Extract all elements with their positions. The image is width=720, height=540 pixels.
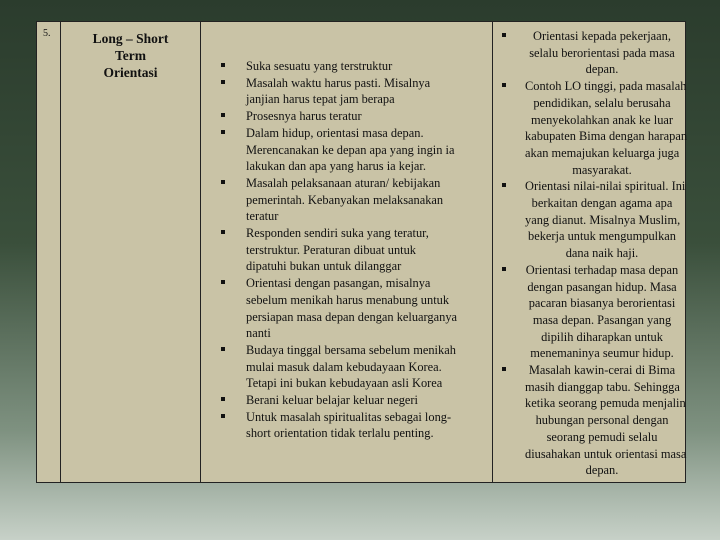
bullet-item	[493, 178, 685, 262]
bullet-item	[201, 75, 493, 108]
bullet-text-line: persiapan masa depan dengan keluarganya	[246, 309, 458, 324]
bullet-text-line: Orientasi dengan pasangan, misalnya	[246, 276, 431, 291]
bullet-text-line: pendidikan, selalu berusaha	[533, 95, 671, 110]
bullet-text-line: bekerja untuk mengumpulkan	[528, 229, 676, 244]
bullet-item	[201, 342, 493, 392]
square-bullet-icon	[221, 113, 225, 117]
bullet-item	[201, 409, 493, 442]
bullet-item	[201, 275, 493, 342]
bullet-text-line: masih dianggap tabu. Sehingga	[525, 379, 680, 394]
square-bullet-icon	[502, 83, 506, 87]
bullet-text-line: terstruktur. Peraturan dibuat untuk	[246, 242, 416, 257]
bullet-text-line: nanti	[246, 326, 271, 341]
bullet-text-line: teratur	[246, 209, 279, 224]
bullet-item	[201, 392, 493, 409]
bullet-text-line: Orientasi nilai-nilai spiritual. Ini	[525, 179, 686, 194]
topic-cell	[61, 22, 201, 482]
bullet-text-line: Suka sesuatu yang terstruktur	[246, 59, 393, 73]
bullet-text-line: masa depan. Pasangan yang	[532, 312, 672, 327]
number-cell	[37, 22, 61, 482]
bullet-text-line: ketika seorang pemuda menjalin	[525, 396, 686, 411]
bullet-text-line: diusahakan untuk orientasi masa	[525, 446, 687, 461]
topic-line: Orientasi	[103, 65, 158, 80]
bullet-text-line: short orientation tidak terlalu penting.	[246, 426, 434, 441]
bullet-text-line: depan.	[585, 62, 619, 77]
square-bullet-icon	[221, 397, 225, 401]
bullet-text-line: pacaran biasanya berorientasi	[528, 296, 676, 311]
square-bullet-icon	[502, 267, 506, 271]
square-bullet-icon	[221, 80, 225, 84]
bullet-item	[493, 28, 685, 78]
square-bullet-icon	[221, 347, 225, 351]
bullet-text-line: Masalah pelaksanaan aturan/ kebijakan	[246, 175, 441, 190]
bullet-item	[201, 58, 493, 75]
bullet-text-line: lakukan dan apa yang harus ia kejar.	[246, 159, 426, 174]
bullet-text-line: selalu berorientasi pada masa	[529, 45, 675, 60]
right-bullet-list	[493, 28, 688, 479]
topic-label	[61, 30, 200, 81]
bullet-text-line: kabupaten Bima dengan harapan	[525, 129, 688, 144]
bullet-item	[201, 175, 493, 225]
bullet-text-line: menemaninya seumur hidup.	[530, 346, 674, 361]
bullet-text-line: Merencanakan ke depan apa yang ingin ia	[246, 142, 455, 157]
bullet-text-line: Masalah waktu harus pasti. Misalnya	[246, 75, 431, 90]
square-bullet-icon	[221, 130, 225, 134]
square-bullet-icon	[221, 180, 225, 184]
bullet-text-line: Dalam hidup, orientasi masa depan.	[246, 125, 424, 140]
topic-line: Term	[115, 48, 146, 63]
bullet-text-line: Prosesnya harus teratur	[246, 109, 362, 124]
bullet-text-line: pemerintah. Kebanyakan melaksanakan	[246, 192, 444, 207]
comparison-table	[36, 21, 686, 483]
bullet-text-line: janjian harus tepat jam berapa	[246, 92, 395, 107]
bullet-text-line: dipatuhi bukan untuk dilanggar	[246, 259, 402, 274]
topic-line: Long – Short	[92, 31, 169, 46]
bullet-text-line: menyekolahkan anak ke luar	[530, 112, 674, 127]
square-bullet-icon	[221, 280, 225, 284]
square-bullet-icon	[502, 33, 506, 37]
square-bullet-icon	[221, 414, 225, 418]
bullet-text-line: seorang pemudi selalu	[546, 429, 658, 444]
bullet-item	[201, 225, 493, 275]
bullet-text-line: akan memajukan keluarga juga	[525, 145, 680, 160]
middle-column	[201, 22, 493, 482]
bullet-text-line: masyarakat.	[572, 162, 632, 177]
row-number: 5.	[43, 28, 51, 39]
bullet-text-line: Untuk masalah spiritualitas sebagai long-	[246, 409, 452, 424]
bullet-text-line: Responden sendiri suka yang teratur,	[246, 226, 429, 241]
bullet-text-line: Tetapi ini bukan kebudayaan asli Korea	[246, 376, 443, 391]
bullet-text-line: depan.	[585, 463, 619, 478]
bullet-text-line: Budaya tinggal bersama sebelum menikah	[246, 342, 456, 357]
bullet-text-line: dipilih diharapkan untuk	[541, 329, 663, 344]
bullet-text-line: Berani keluar belajar keluar negeri	[246, 393, 418, 408]
bullet-text-line: yang dianut. Misalnya Muslim,	[525, 212, 681, 227]
square-bullet-icon	[221, 230, 225, 234]
square-bullet-icon	[502, 183, 506, 187]
bullet-item	[201, 125, 493, 175]
bullet-text-line: Masalah kawin-cerai di Bima	[528, 363, 676, 378]
bullet-text-line: berkaitan dengan agama apa	[531, 196, 673, 211]
bullet-item	[493, 262, 685, 362]
bullet-text-line: sebelum menikah harus menabung untuk	[246, 292, 450, 307]
bullet-item	[493, 362, 685, 479]
square-bullet-icon	[221, 63, 225, 67]
bullet-text-line: dengan pasangan hidup. Masa	[527, 279, 677, 294]
middle-bullet-list	[201, 58, 493, 442]
bullet-text-line: mulai masuk dalam kebudayaan Korea.	[246, 359, 442, 374]
bullet-text-line: hubungan personal dengan	[535, 413, 669, 428]
bullet-text-line: Contoh LO tinggi, pada masalah	[525, 79, 687, 94]
bullet-text-line: Orientasi kepada pekerjaan,	[533, 29, 671, 43]
bullet-item	[201, 108, 493, 125]
bullet-text-line: Orientasi terhadap masa depan	[525, 262, 679, 277]
right-column	[493, 22, 688, 482]
bullet-item	[493, 78, 688, 178]
bullet-text-line: dana naik haji.	[565, 246, 639, 261]
square-bullet-icon	[502, 367, 506, 371]
